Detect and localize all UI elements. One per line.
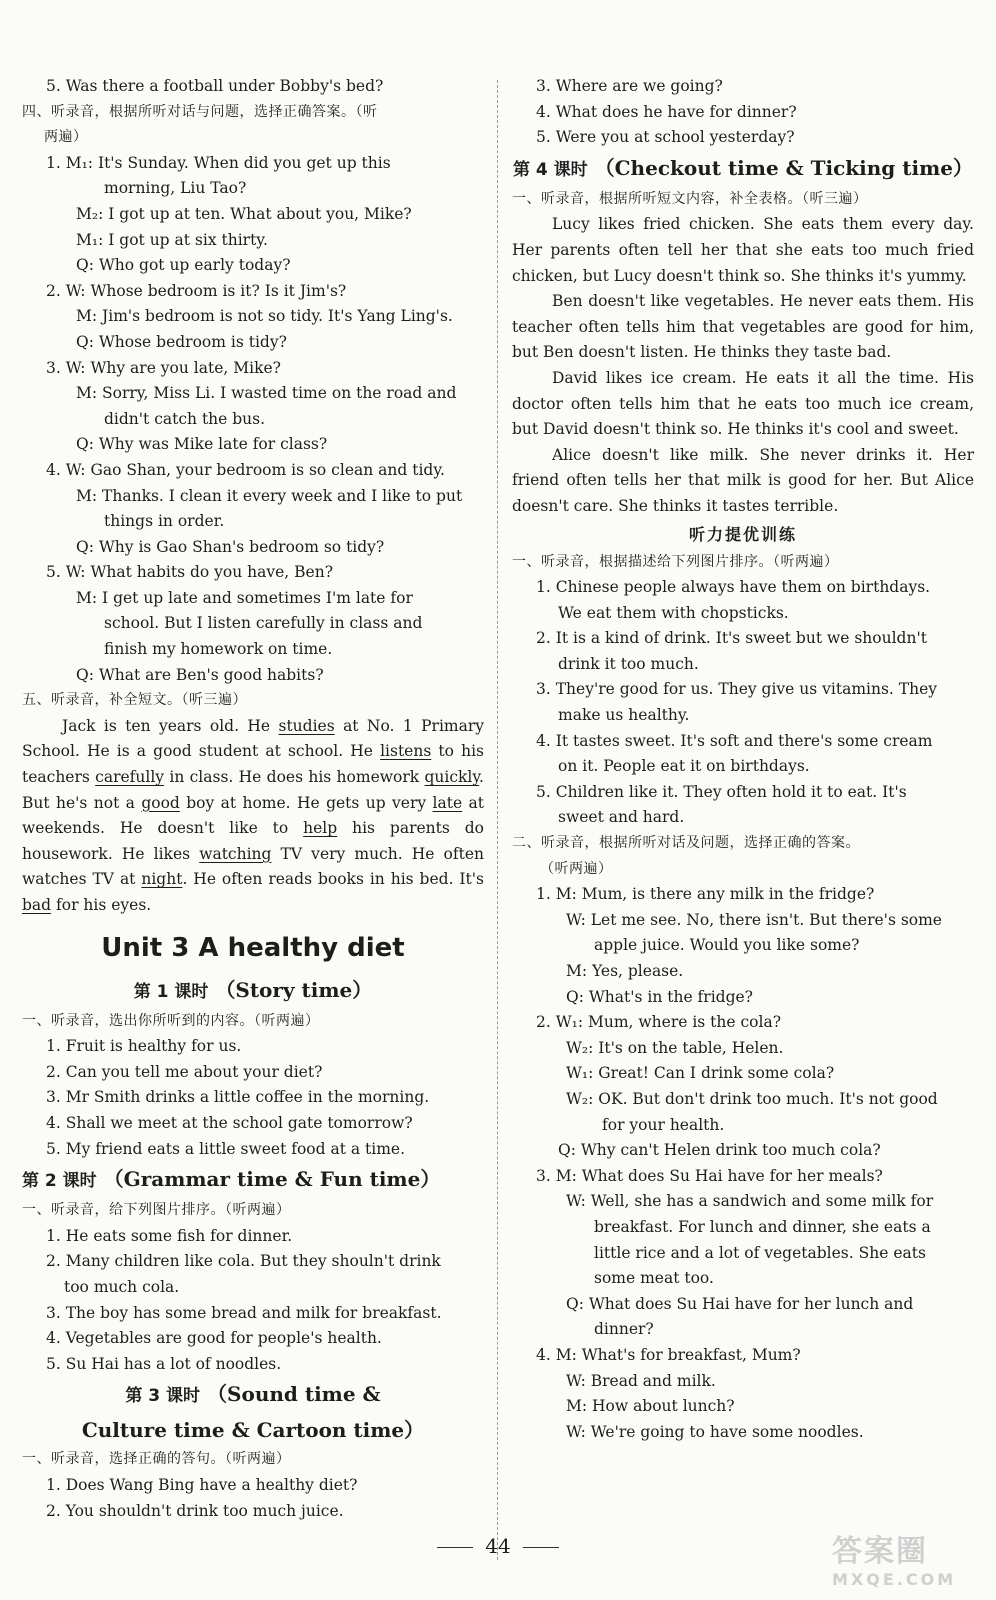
- dialog-line: 1. M: Mum, is there any milk in the fridge?: [536, 885, 875, 904]
- dialog-line: W: Bread and milk.: [566, 1371, 716, 1390]
- answer-blank: watching: [199, 844, 272, 863]
- list-item: 3. Where are we going?: [536, 77, 723, 95]
- list-item: 4. What does he have for dinner?: [536, 102, 797, 121]
- list-item: 1. He eats some fish for dinner.: [46, 1226, 293, 1245]
- list-item: 3. The boy has some bread and milk for breakfast.: [46, 1303, 442, 1322]
- list-item: 2. Many children like cola. But they shouln't drink: [46, 1252, 441, 1271]
- answer-blank: help: [303, 819, 338, 838]
- dialog-line: M₁: I got up at six thirty.: [76, 230, 268, 249]
- column-divider: [497, 80, 498, 1560]
- list-item-cont: We eat them with chopsticks.: [558, 603, 789, 622]
- section-heading: 二、听录音，根据所听对话及问题，选择正确的答案。: [512, 835, 860, 852]
- answer-blank: listens: [380, 742, 432, 761]
- list-item-cont: too much cola.: [64, 1277, 180, 1296]
- dialog-line: W: Well, she has a sandwich and some milk for: [566, 1192, 934, 1211]
- text-line: 5. Was there a football under Bobby's bed?: [46, 77, 384, 95]
- dialog-line: Q: Whose bedroom is tidy?: [76, 332, 287, 351]
- answer-blank: night: [141, 870, 183, 889]
- dialog-line: M: Thanks. I clean it every week and I like to put: [76, 486, 463, 505]
- section-heading-cont: 两遍）: [44, 129, 88, 146]
- dialog-line: Q: What are Ben's good habits?: [76, 665, 324, 684]
- section-heading: 一、听录音，根据描述给下列图片排序。（听两遍）: [512, 553, 839, 570]
- list-item: 1. Fruit is healthy for us.: [46, 1037, 242, 1056]
- dialog-line: 4. M: What's for breakfast, Mum?: [536, 1345, 801, 1364]
- answer-blank: bad: [22, 896, 52, 914]
- dialog-line: things in order.: [104, 512, 225, 531]
- dialog-line: Q: Why was Mike late for class?: [76, 435, 328, 454]
- dialog-line: W₁: Great! Can I drink some cola?: [566, 1064, 835, 1083]
- right-column: [512, 74, 974, 1445]
- list-item: 3. They're good for us. They give us vitamins. They: [536, 680, 938, 699]
- list-item-cont: make us healthy.: [558, 706, 690, 725]
- dialog-line: M: Yes, please.: [566, 962, 684, 980]
- paragraph: David likes ice cream. He eats it all the time. His doctor often tells him that he eats too much ice cream, but David doesn't think so. He thinks it's cool and sweet.: [512, 368, 974, 439]
- dialog-line: 5. W: What habits do you have, Ben?: [46, 563, 334, 582]
- dialog-line: M: Jim's bedroom is not so tidy. It's Yang Ling's.: [76, 307, 453, 326]
- section-heading: 一、听录音，给下列图片排序。（听两遍）: [22, 1202, 291, 1219]
- answer-blank: quickly: [424, 768, 480, 787]
- dialog-line: W: We're going to have some noodles.: [566, 1422, 864, 1441]
- section-heading: 五、听录音，补全短文。（听三遍）: [22, 692, 247, 709]
- answer-blank: studies: [278, 716, 335, 735]
- section-heading: 一、听录音，选出你所听到的内容。（听两遍）: [22, 1012, 320, 1029]
- fill-in-passage: Jack is ten years old. He studies at No. 1 Primary School. He is a good student at school. He listens to his teachers carefully in class. He does his homework quickly. But he's not a good boy at home. He gets up very late at weekends. He doesn't like to help his parents do housework. He likes watching TV very much. He often watches TV at night. He often reads books in his bed. It's bad for his eyes.: [22, 716, 485, 914]
- page-number: 44: [0, 1534, 996, 1558]
- dialog-line: 3. M: What does Su Hai have for her meals?: [536, 1166, 883, 1185]
- page-number-dash: [437, 1547, 473, 1548]
- dialog-line: 4. W: Gao Shan, your bedroom is so clean and tidy.: [46, 460, 445, 479]
- dialog-line: Q: Who got up early today?: [76, 256, 291, 275]
- dialog-line: 3. W: Why are you late, Mike?: [46, 358, 281, 377]
- list-item: 2. It is a kind of drink. It's sweet but we shouldn't: [536, 629, 927, 648]
- dialog-line: apple juice. Would you like some?: [594, 936, 860, 955]
- dialog-line: for your health.: [602, 1115, 725, 1134]
- paragraph: Ben doesn't like vegetables. He never eats them. His teacher often tells him that vegetables are good for him, but Ben doesn't listen. He thinks they taste bad.: [512, 292, 974, 362]
- section-heading-cont: （听两遍）: [540, 860, 613, 877]
- dialog-line: M: I get up late and sometimes I'm late for: [76, 588, 413, 607]
- lesson-title: 第 4 课时 （Checkout time & Ticking time）: [513, 155, 973, 180]
- list-item: 5. My friend eats a little sweet food at a time.: [46, 1139, 406, 1158]
- list-item: 5. Su Hai has a lot of noodles.: [46, 1354, 282, 1373]
- dialog-line: Q: Why is Gao Shan's bedroom so tidy?: [76, 537, 385, 556]
- dialog-line: little rice and a lot of vegetables. She eats: [594, 1243, 926, 1262]
- dialog-line: Q: What does Su Hai have for her lunch and: [566, 1294, 914, 1313]
- dialog-line: dinner?: [594, 1320, 654, 1339]
- dialog-line: breakfast. For lunch and dinner, she eats a: [594, 1217, 931, 1236]
- dialog-line: didn't catch the bus.: [104, 409, 266, 428]
- list-item: 1. Chinese people always have them on birthdays.: [536, 578, 931, 597]
- dialog-line: W₂: OK. But don't drink too much. It's not good: [566, 1089, 938, 1108]
- list-item-cont: sweet and hard.: [558, 808, 685, 827]
- list-item: 2. Can you tell me about your diet?: [46, 1062, 323, 1081]
- dialog-line: school. But I listen carefully in class and: [104, 614, 423, 633]
- section-heading: 一、听录音，选择正确的答句。（听两遍）: [22, 1451, 291, 1468]
- list-item: 4. Vegetables are good for people's health.: [46, 1329, 382, 1348]
- list-item: 2. You shouldn't drink too much juice.: [46, 1501, 344, 1520]
- list-item: 3. Mr Smith drinks a little coffee in the morning.: [46, 1088, 430, 1107]
- subsection-title: 听力提优训练: [688, 524, 797, 544]
- dialog-line: finish my homework on time.: [104, 640, 333, 659]
- dialog-line: Q: Why can't Helen drink too much cola?: [558, 1141, 881, 1160]
- list-item: 4. It tastes sweet. It's soft and there's some cream: [536, 731, 933, 750]
- list-item-cont: drink it too much.: [558, 654, 699, 673]
- list-item-cont: on it. People eat it on birthdays.: [558, 757, 810, 776]
- dialog-line: morning, Liu Tao?: [104, 179, 247, 198]
- dialog-line: M: Sorry, Miss Li. I wasted time on the road and: [76, 384, 457, 403]
- section-heading: 一、听录音，根据所听短文内容，补全表格。（听三遍）: [512, 190, 868, 207]
- page-number-dash: [523, 1547, 559, 1548]
- section-heading: 四、听录音，根据所听对话与问题，选择正确答案。（听: [22, 103, 378, 120]
- answer-blank: late: [432, 793, 463, 812]
- lesson-title: 第 1 课时 （Story time）: [133, 977, 373, 1002]
- dialog-line: 1. M₁: It's Sunday. When did you get up this: [46, 153, 391, 172]
- list-item: 4. Shall we meet at the school gate tomorrow?: [46, 1113, 413, 1132]
- dialog-line: M: How about lunch?: [566, 1397, 735, 1416]
- list-item: 5. Were you at school yesterday?: [536, 128, 795, 147]
- paragraph: Alice doesn't like milk. She never drinks it. Her friend often tells her that milk is good for her. But Alice doesn't care. She thinks it tastes terrible.: [512, 445, 974, 515]
- paragraph: Lucy likes fried chicken. She eats them every day. Her parents often tell her that she eats too much fried chicken, but Lucy doesn't think so. She thinks it's yummy.: [512, 215, 974, 285]
- dialog-line: some meat too.: [594, 1269, 714, 1288]
- answer-blank: good: [141, 793, 180, 812]
- dialog-line: Q: What's in the fridge?: [566, 987, 753, 1006]
- lesson-title-cont: Culture time & Cartoon time）: [81, 1418, 425, 1443]
- answer-blank: carefully: [95, 768, 165, 787]
- lesson-title: 第 3 课时 （Sound time &: [125, 1382, 381, 1407]
- dialog-line: W₂: It's on the table, Helen.: [566, 1038, 784, 1057]
- dialog-line: M₂: I got up at ten. What about you, Mike?: [76, 204, 412, 223]
- dialog-line: W: Let me see. No, there isn't. But there's some: [566, 910, 942, 929]
- lesson-title: 第 2 课时 （Grammar time & Fun time）: [22, 1167, 441, 1192]
- list-item: 5. Children like it. They often hold it to eat. It's: [536, 782, 907, 801]
- watermark-logo: 答案圈 MXQE.COM: [832, 1534, 957, 1589]
- list-item: 1. Does Wang Bing have a healthy diet?: [46, 1475, 358, 1494]
- dialog-line: 2. W: Whose bedroom is it? Is it Jim's?: [46, 281, 347, 300]
- dialog-line: 2. W₁: Mum, where is the cola?: [536, 1013, 782, 1032]
- unit-title: Unit 3 A healthy diet: [101, 932, 405, 963]
- left-column: [22, 74, 484, 1524]
